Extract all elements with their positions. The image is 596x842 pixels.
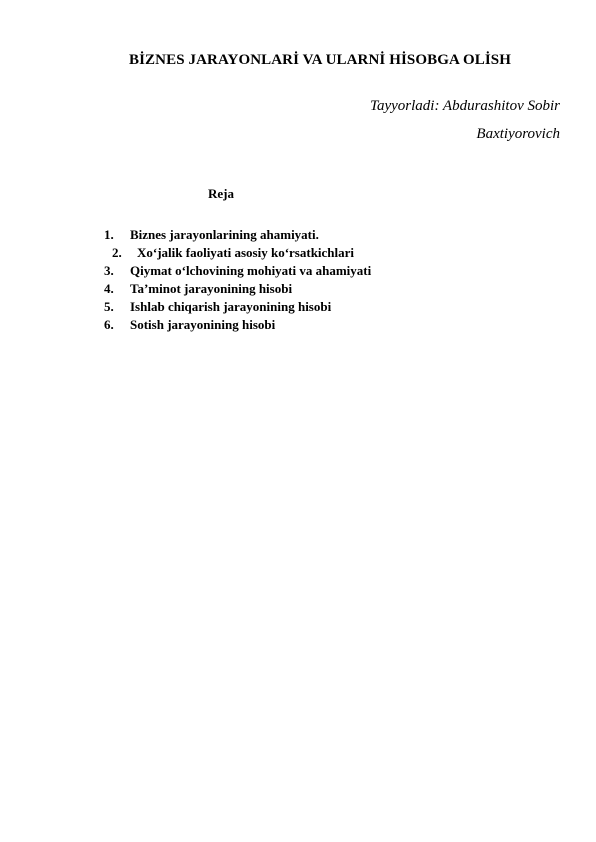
document-title: BİZNES JARAYONLARİ VA ULARNİ HİSOBGA OLİSH [129,52,511,68]
plan-item-number: 4. [104,281,114,296]
plan-item-number: 5. [104,299,114,314]
plan-item-text: Sotish jarayonining hisobi [130,317,276,332]
plan-item-number: 3. [104,263,114,278]
plan-item-text: Qiymat o‘lchovining mohiyati va ahamiyati [130,263,372,278]
plan-item-number: 6. [104,317,114,332]
author-line-1: Tayyorladi: Abdurashitov Sobir [369,98,560,114]
plan-item-text: Ta’minot jarayonining hisobi [130,281,293,296]
author-line-2: Baxtiyorovich [476,126,560,142]
plan-item-number: 2. [112,245,122,260]
plan-item-text: Biznes jarayonlarining ahamiyati. [130,227,319,242]
plan-item-text: Ishlab chiqarish jarayonining hisobi [130,299,332,314]
plan-heading: Reja [208,186,234,201]
plan-item-text: Xo‘jalik faoliyati asosiy ko‘rsatkichlari [137,245,355,260]
plan-item-number: 1. [104,227,114,242]
